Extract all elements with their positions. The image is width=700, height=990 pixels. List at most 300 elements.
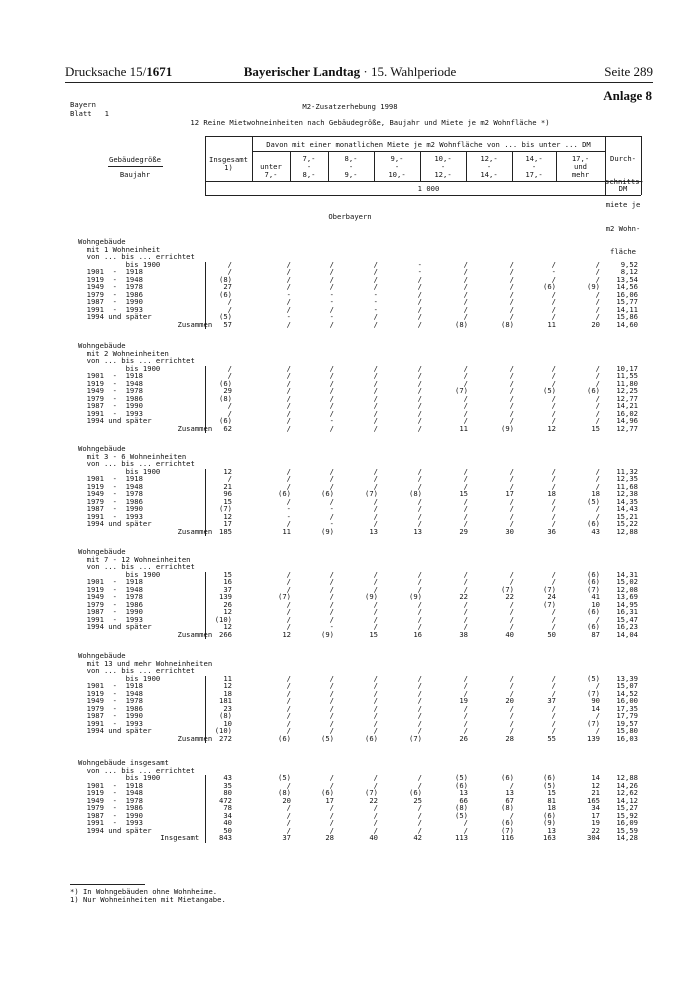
cell-bracket-value: / xyxy=(551,289,556,299)
cell-total: 34 xyxy=(223,810,232,820)
cell-bracket-value: / xyxy=(329,614,334,624)
cell-bracket-value: 304 xyxy=(587,833,600,842)
cell-bracket-value: 19 xyxy=(459,696,468,705)
cell-bracket-value: - xyxy=(373,304,378,314)
row-label: Zusammen xyxy=(78,526,213,536)
cell-bracket-value: 13 xyxy=(459,788,468,797)
cell-bracket-value: / xyxy=(551,703,556,713)
cell-bracket-value: / xyxy=(286,408,291,418)
bracket-top: 9,- xyxy=(390,154,404,163)
cell-bracket-value: (9) xyxy=(365,592,378,601)
cell-bracket-value: / xyxy=(329,577,334,586)
cell-bracket-value: / xyxy=(329,378,334,388)
cell-bracket-value: / xyxy=(286,622,291,631)
cell-average: 14,52 xyxy=(616,688,638,698)
cell-average: 14,28 xyxy=(616,833,638,842)
cell-bracket-value: / xyxy=(373,363,378,373)
cell-average: 15,22 xyxy=(616,519,638,528)
cell-bracket-value: 15 xyxy=(459,489,468,498)
cell-bracket-value: / xyxy=(509,511,514,521)
cell-bracket-value: / xyxy=(551,519,556,528)
cell-total: / xyxy=(227,371,232,380)
bracket-bot: 14,- xyxy=(480,170,498,179)
cell-bracket-value: / xyxy=(373,773,378,782)
cell-bracket-value: / xyxy=(286,496,291,506)
bracket-bot: 17,- xyxy=(525,170,543,179)
cell-bracket-value: / xyxy=(595,504,600,513)
cell-bracket-value: / xyxy=(286,726,291,735)
row-label: 1994 und später xyxy=(78,726,152,735)
cell-bracket-value: / xyxy=(509,711,514,720)
cell-bracket-value: 163 xyxy=(543,833,556,842)
bracket-mid: und xyxy=(574,162,587,171)
cell-bracket-value: / xyxy=(329,363,334,373)
bracket-bot: 12,- xyxy=(434,170,452,179)
cell-total: 12 xyxy=(223,681,232,690)
cell-bracket-value: / xyxy=(551,481,556,491)
cell-bracket-value: 18 xyxy=(547,489,556,498)
cell-bracket-value: / xyxy=(373,703,378,713)
cell-bracket-value: / xyxy=(417,416,422,425)
cell-bracket-value: / xyxy=(509,466,514,476)
cell-bracket-value: / xyxy=(286,607,291,616)
cell-bracket-value: / xyxy=(417,466,422,476)
cell-bracket-value: 20 xyxy=(505,696,514,705)
row-label: 1901 - 1918 xyxy=(78,681,143,690)
cell-bracket-value: / xyxy=(417,297,422,306)
cell-bracket-value: 37 xyxy=(282,833,291,842)
cell-bracket-value: (6) xyxy=(587,519,600,528)
page-number: Seite 289 xyxy=(604,64,653,79)
cell-bracket-value: - xyxy=(329,312,334,321)
cell-bracket-value: / xyxy=(595,511,600,521)
cell-bracket-value: (6) xyxy=(587,577,600,586)
cell-bracket-value: 90 xyxy=(591,696,600,705)
row-label: 1991 - 1993 xyxy=(78,818,143,827)
cell-bracket-value: (6) xyxy=(321,489,334,498)
row-label: 1901 - 1918 xyxy=(78,267,143,276)
cell-bracket-value: 14 xyxy=(591,703,600,713)
cell-bracket-value: / xyxy=(463,297,468,306)
cell-bracket-value: / xyxy=(329,688,334,698)
cell-bracket-value: / xyxy=(595,481,600,491)
row-label: Zusammen xyxy=(78,423,213,433)
cell-bracket-value: 28 xyxy=(325,833,334,842)
cell-bracket-value: / xyxy=(329,371,334,380)
cell-bracket-value: (9) xyxy=(587,282,600,291)
cell-bracket-value: 22 xyxy=(459,592,468,601)
cell-bracket-value: / xyxy=(551,259,556,269)
col-average: Durch- schnitts- miete je m2 Wohn- fläche xyxy=(605,153,644,257)
cell-bracket-value: / xyxy=(373,673,378,683)
cell-bracket-value: / xyxy=(329,825,334,835)
cell-bracket-value: / xyxy=(509,363,514,373)
cell-bracket-value: 11 xyxy=(282,526,291,536)
cell-bracket-value: / xyxy=(417,599,422,609)
cell-bracket-value: / xyxy=(463,622,468,631)
bracket-top: 7,- xyxy=(302,154,316,163)
cell-bracket-value: / xyxy=(595,363,600,373)
cell-bracket-value: / xyxy=(551,416,556,425)
row-label: bis 1900 xyxy=(78,673,161,683)
cell-bracket-value: / xyxy=(463,401,468,410)
cell-bracket-value: 40 xyxy=(369,833,378,842)
cell-bracket-value: - xyxy=(286,289,291,299)
cell-bracket-value: (8) xyxy=(455,803,468,812)
cell-bracket-value: (5) xyxy=(587,496,600,506)
cell-bracket-value: (7) xyxy=(587,584,600,594)
row-bracket-line xyxy=(205,676,206,744)
cell-bracket-value: / xyxy=(551,726,556,735)
cell-bracket-value: (7) xyxy=(365,489,378,498)
cell-bracket-value: 29 xyxy=(459,526,468,536)
cell-average: 15,59 xyxy=(616,825,638,835)
bracket-bot: 8,- xyxy=(302,170,316,179)
row-label: 1991 - 1993 xyxy=(78,718,143,728)
unit-thousand: 1 000 xyxy=(417,184,440,193)
cell-bracket-value: 13 xyxy=(413,526,422,536)
row-label: 1919 - 1948 xyxy=(78,378,143,388)
cell-average: 19,57 xyxy=(616,718,638,728)
row-label: 1991 - 1993 xyxy=(78,614,143,624)
cell-bracket-value: / xyxy=(509,474,514,483)
cell-bracket-value: / xyxy=(286,780,291,790)
cell-total: 17 xyxy=(223,519,232,528)
cell-bracket-value: / xyxy=(329,810,334,820)
cell-bracket-value: 15 xyxy=(547,788,556,797)
cell-bracket-value: / xyxy=(286,599,291,609)
row-bracket-line xyxy=(205,775,206,843)
cell-bracket-value: 30 xyxy=(505,526,514,536)
cell-average: 11,32 xyxy=(616,466,638,476)
cell-bracket-value: / xyxy=(509,304,514,314)
cell-total: 26 xyxy=(223,599,232,609)
cell-bracket-value: / xyxy=(551,622,556,631)
section-title-line: Wohngebäude xyxy=(78,547,126,556)
cell-bracket-value: / xyxy=(509,681,514,690)
cell-bracket-value: - xyxy=(373,297,378,306)
cell-bracket-value: / xyxy=(373,371,378,380)
cell-average: 14,31 xyxy=(616,569,638,579)
cell-average: 16,06 xyxy=(616,289,638,299)
cell-bracket-value: 28 xyxy=(505,733,514,743)
cell-bracket-value: / xyxy=(509,378,514,388)
bracket-bot: 9,- xyxy=(344,170,358,179)
cell-bracket-value: / xyxy=(286,282,291,291)
cell-total: (6) xyxy=(219,416,232,425)
cell-bracket-value: (7) xyxy=(587,688,600,698)
cell-bracket-value: / xyxy=(463,393,468,403)
cell-average: 14,26 xyxy=(616,780,638,790)
cell-total: 181 xyxy=(219,696,232,705)
cell-bracket-value: / xyxy=(373,688,378,698)
row-label: 1987 - 1990 xyxy=(78,711,143,720)
cell-average: 15,92 xyxy=(616,810,638,820)
cell-average: 15,86 xyxy=(616,312,638,321)
cell-bracket-value: / xyxy=(595,304,600,314)
cell-bracket-value: / xyxy=(595,614,600,624)
cell-bracket-value: / xyxy=(551,378,556,388)
cell-bracket-value: / xyxy=(463,504,468,513)
row-label: Zusammen xyxy=(78,319,213,329)
cell-bracket-value: 38 xyxy=(459,629,468,639)
section-title-line: von ... bis ... errichtet xyxy=(78,562,195,571)
cell-bracket-value: / xyxy=(286,267,291,276)
cell-bracket-value: / xyxy=(373,607,378,616)
cell-total: 96 xyxy=(223,489,232,498)
cell-bracket-value: / xyxy=(595,393,600,403)
cell-average: 15,07 xyxy=(616,681,638,690)
cell-bracket-value: / xyxy=(509,780,514,790)
cell-average: 13,69 xyxy=(616,592,638,601)
cell-bracket-value: (5) xyxy=(455,810,468,820)
cell-bracket-value: / xyxy=(551,466,556,476)
cell-bracket-value: / xyxy=(373,511,378,521)
header-rule xyxy=(65,82,653,83)
cell-bracket-value: / xyxy=(509,810,514,820)
row-label: 1994 und später xyxy=(78,825,152,835)
cell-bracket-value: / xyxy=(329,599,334,609)
cell-bracket-value: / xyxy=(329,569,334,579)
cell-bracket-value: / xyxy=(595,371,600,380)
cell-bracket-value: / xyxy=(329,496,334,506)
row-label: 1994 und später xyxy=(78,312,152,321)
cell-bracket-value: / xyxy=(417,304,422,314)
cell-bracket-value: / xyxy=(463,408,468,418)
cell-bracket-value: / xyxy=(463,304,468,314)
cell-bracket-value: 42 xyxy=(413,833,422,842)
cell-bracket-value: / xyxy=(595,274,600,284)
cell-bracket-value: / xyxy=(551,371,556,380)
cell-bracket-value: (7) xyxy=(587,718,600,728)
cell-bracket-value: / xyxy=(373,319,378,329)
cell-bracket-value: 43 xyxy=(591,526,600,536)
row-label: 1979 - 1986 xyxy=(78,599,143,609)
row-label: 1991 - 1993 xyxy=(78,408,143,418)
cell-bracket-value: / xyxy=(286,416,291,425)
cell-average: 15,02 xyxy=(616,577,638,586)
row-label: 1949 - 1978 xyxy=(78,696,143,705)
cell-average: 14,04 xyxy=(616,629,638,639)
cell-total: / xyxy=(227,408,232,418)
cell-total: (6) xyxy=(219,378,232,388)
row-label: bis 1900 xyxy=(78,466,161,476)
cell-bracket-value: (5) xyxy=(278,773,291,782)
cell-total: 16 xyxy=(223,577,232,586)
cell-bracket-value: / xyxy=(509,371,514,380)
cell-bracket-value: / xyxy=(595,416,600,425)
cell-bracket-value: - xyxy=(551,267,556,276)
section-title-line: von ... bis ... errichtet xyxy=(78,252,195,261)
row-label: 1901 - 1918 xyxy=(78,577,143,586)
cell-bracket-value: / xyxy=(463,289,468,299)
cell-total: 843 xyxy=(219,833,232,842)
cell-bracket-value: 14 xyxy=(591,773,600,782)
cell-bracket-value: / xyxy=(286,401,291,410)
cell-average: 17,79 xyxy=(616,711,638,720)
cell-bracket-value: / xyxy=(286,519,291,528)
cell-average: 11,68 xyxy=(616,481,638,491)
cell-bracket-value: / xyxy=(463,681,468,690)
cell-average: 14,43 xyxy=(616,504,638,513)
cell-bracket-value: 17 xyxy=(505,489,514,498)
cell-bracket-value: / xyxy=(286,274,291,284)
cell-bracket-value: (8) xyxy=(409,489,422,498)
cell-bracket-value: (7) xyxy=(278,592,291,601)
cell-bracket-value: / xyxy=(595,726,600,735)
cell-bracket-value: / xyxy=(417,363,422,373)
cell-average: 15,47 xyxy=(616,614,638,624)
cell-total: 62 xyxy=(223,423,232,433)
section-title-line: mit 1 Wohneinheit xyxy=(78,244,161,254)
cell-bracket-value: / xyxy=(463,274,468,284)
cell-total: / xyxy=(227,304,232,314)
cell-bracket-value: / xyxy=(551,297,556,306)
cell-bracket-value: / xyxy=(551,511,556,521)
row-label: 1991 - 1993 xyxy=(78,304,143,314)
cell-bracket-value: / xyxy=(417,481,422,491)
cell-bracket-value: / xyxy=(417,711,422,720)
row-label: 1987 - 1990 xyxy=(78,504,143,513)
cell-bracket-value: / xyxy=(509,496,514,506)
cell-total: 23 xyxy=(223,703,232,713)
cell-bracket-value: / xyxy=(286,818,291,827)
cell-bracket-value: / xyxy=(417,519,422,528)
cell-bracket-value: / xyxy=(463,614,468,624)
cell-bracket-value: / xyxy=(595,474,600,483)
cell-bracket-value: / xyxy=(286,378,291,388)
cell-bracket-value: / xyxy=(417,688,422,698)
cell-bracket-value: / xyxy=(329,803,334,812)
cell-bracket-value: / xyxy=(329,259,334,269)
cell-bracket-value: / xyxy=(417,773,422,782)
cell-bracket-value: / xyxy=(417,577,422,586)
cell-bracket-value: (9) xyxy=(501,423,514,433)
cell-bracket-value: / xyxy=(329,481,334,491)
cell-bracket-value: / xyxy=(463,569,468,579)
cell-bracket-value: / xyxy=(329,773,334,782)
cell-bracket-value: / xyxy=(286,386,291,395)
cell-average: 13,54 xyxy=(616,274,638,284)
cell-bracket-value: / xyxy=(509,688,514,698)
cell-total: (8) xyxy=(219,393,232,403)
cell-bracket-value: / xyxy=(551,363,556,373)
cell-bracket-value: 13 xyxy=(505,788,514,797)
cell-total: 12 xyxy=(223,511,232,521)
cell-bracket-value: / xyxy=(463,466,468,476)
cell-bracket-value: / xyxy=(329,274,334,284)
cell-bracket-value: / xyxy=(595,259,600,269)
cell-bracket-value: / xyxy=(286,703,291,713)
cell-bracket-value: / xyxy=(509,673,514,683)
cell-bracket-value: / xyxy=(373,825,378,835)
cell-bracket-value: (7) xyxy=(455,386,468,395)
cell-total: (8) xyxy=(219,711,232,720)
cell-bracket-value: / xyxy=(509,703,514,713)
cell-bracket-value: / xyxy=(373,681,378,690)
cell-bracket-value: / xyxy=(286,614,291,624)
cell-bracket-value: / xyxy=(286,718,291,728)
cell-bracket-value: / xyxy=(373,519,378,528)
row-label: 1901 - 1918 xyxy=(78,371,143,380)
cell-bracket-value: / xyxy=(286,696,291,705)
cell-bracket-value: 12 xyxy=(591,780,600,790)
cell-bracket-value: / xyxy=(463,474,468,483)
cell-average: 15,77 xyxy=(616,297,638,306)
cell-average: 12,25 xyxy=(616,386,638,395)
cell-bracket-value: (5) xyxy=(321,733,334,743)
cell-bracket-value: / xyxy=(417,614,422,624)
cell-bracket-value: 37 xyxy=(547,696,556,705)
cell-bracket-value: / xyxy=(417,584,422,594)
cell-bracket-value: / xyxy=(463,825,468,835)
cell-bracket-value: / xyxy=(463,259,468,269)
cell-bracket-value: / xyxy=(329,466,334,476)
row-label: bis 1900 xyxy=(78,773,161,782)
cell-average: 12,35 xyxy=(616,474,638,483)
cell-bracket-value: / xyxy=(286,393,291,403)
cell-bracket-value: / xyxy=(417,511,422,521)
cell-bracket-value: (9) xyxy=(409,592,422,601)
cell-bracket-value: / xyxy=(551,711,556,720)
cell-bracket-value: 18 xyxy=(591,489,600,498)
cell-average: 16,09 xyxy=(616,818,638,827)
cell-total: 43 xyxy=(223,773,232,782)
cell-total: 10 xyxy=(223,718,232,728)
cell-bracket-value: / xyxy=(463,363,468,373)
cell-bracket-value: 18 xyxy=(547,803,556,812)
section-title-line: mit 7 - 12 Wohneinheiten xyxy=(78,554,191,564)
cell-bracket-value: / xyxy=(463,711,468,720)
cell-total: 21 xyxy=(223,481,232,491)
cell-bracket-value: 11 xyxy=(459,423,468,433)
section-title-line: mit 13 und mehr Wohneinheiten xyxy=(78,658,213,668)
row-label: 1919 - 1948 xyxy=(78,274,143,284)
cell-bracket-value: / xyxy=(509,726,514,735)
cell-bracket-value: (8) xyxy=(501,319,514,329)
cell-bracket-value: / xyxy=(286,584,291,594)
cell-bracket-value: / xyxy=(373,481,378,491)
section-title-line: Wohngebäude xyxy=(78,651,126,660)
cell-bracket-value: / xyxy=(417,408,422,418)
cell-total: 35 xyxy=(223,780,232,790)
cell-bracket-value: / xyxy=(373,312,378,321)
cell-average: 15,21 xyxy=(616,511,638,521)
cell-bracket-value: / xyxy=(509,386,514,395)
cell-bracket-value: / xyxy=(463,371,468,380)
cell-bracket-value: / xyxy=(329,703,334,713)
cell-bracket-value: 13 xyxy=(547,825,556,835)
cell-bracket-value: - xyxy=(329,622,334,631)
cell-bracket-value: / xyxy=(373,569,378,579)
cell-bracket-value: (6) xyxy=(543,282,556,291)
cell-bracket-value: / xyxy=(286,681,291,690)
row-label: 1994 und später xyxy=(78,416,152,425)
cell-bracket-value: (5) xyxy=(587,673,600,683)
cell-bracket-value: / xyxy=(595,711,600,720)
cell-bracket-value: / xyxy=(417,274,422,284)
col-rent-header: Davon mit einer monatlichen Miete je m2 Wohnfläche von ... bis unter ... DM xyxy=(266,140,591,149)
cell-bracket-value: (8) xyxy=(278,788,291,797)
cell-average: 14,60 xyxy=(616,319,638,329)
cell-bracket-value: (6) xyxy=(587,569,600,579)
row-label: Zusammen xyxy=(78,733,213,743)
cell-average: 16,03 xyxy=(616,733,638,743)
row-label: 1979 - 1986 xyxy=(78,496,143,506)
cell-total: / xyxy=(227,401,232,410)
bracket-top: 14,- xyxy=(525,154,543,163)
cell-bracket-value: / xyxy=(373,259,378,269)
